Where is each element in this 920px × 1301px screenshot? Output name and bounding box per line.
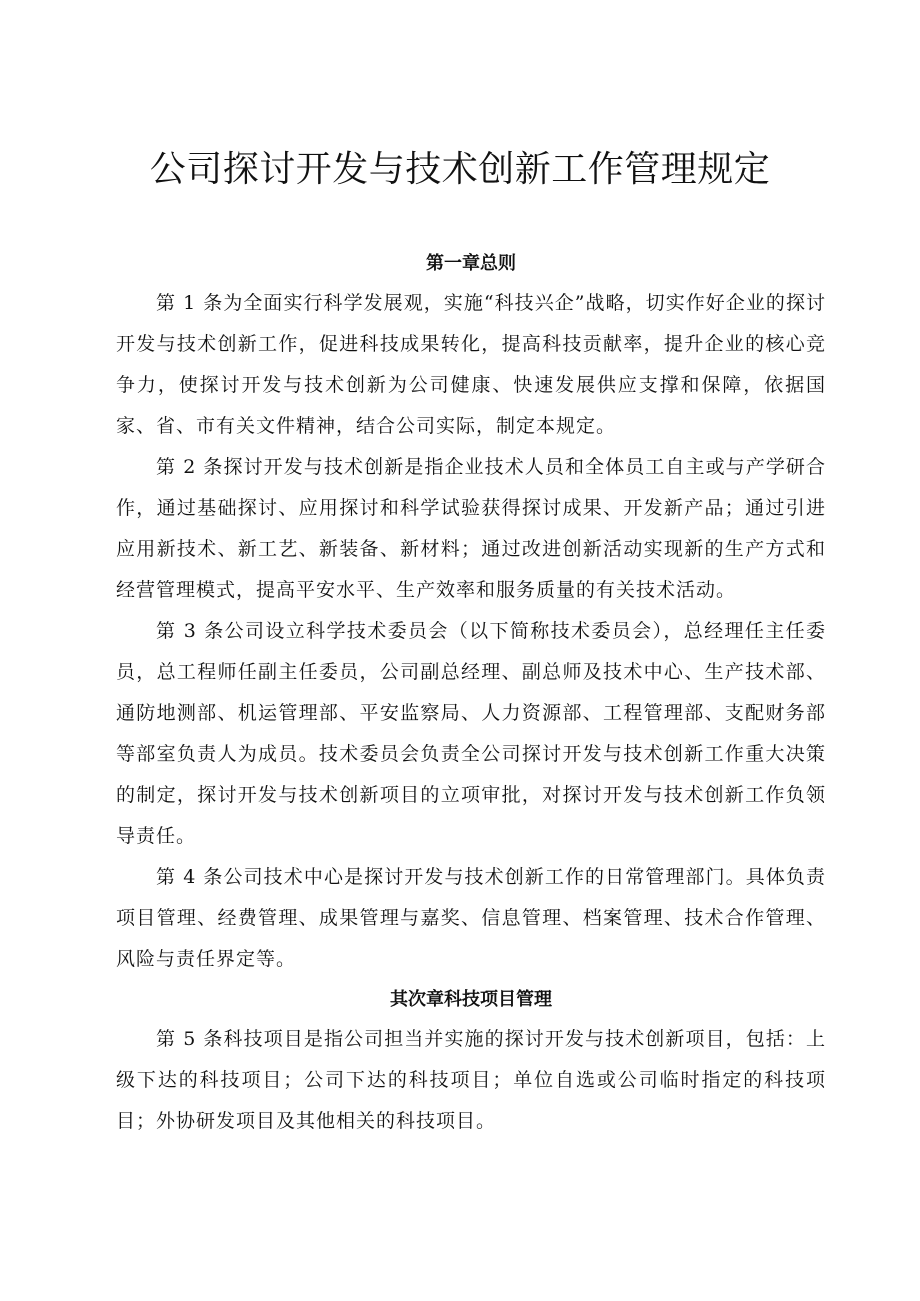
document-body [116,244,826,1142]
document-title: 公司探讨开发与技术创新工作管理规定 [149,149,771,190]
chapter-heading-2: 其次章科技项目管理 [390,989,552,1010]
article-4: 第 4 条公司技术中心是探讨开发与技术创新工作的日常管理部门。具体负责项目管理、经费管理、成果管理与嘉奖、信息管理、档案管理、技术合作管理、风险与责任界定等。 [116,866,826,970]
article-5: 第 5 条科技项目是指公司担当并实施的探讨开发与技术创新项目，包括：上级下达的科技项目；公司下达的科技项目；单位自选或公司临时指定的科技项目；外协研发项目及其他相关的科技项目。 [116,1028,826,1132]
article-1: 第 1 条为全面实行科学发展观，实施“科技兴企”战略，切实作好企业的探讨开发与技术创新工作，促进科技成果转化，提高科技贡献率，提升企业的核心竞争力，使探讨开发与技术创新为公司健康、快速发展供应支撑和保障，依据国家、省、市有关文件精神，结合公司实际，制定本规定。 [116,292,826,437]
article-3: 第 3 条公司设立科学技术委员会（以下简称技术委员会），总经理任主任委员，总工程师任副主任委员，公司副总经理、副总师及技术中心、生产技术部、通防地测部、机运管理部、平安监察局、人力资源部、工程管理部、支配财务部等部室负责人为成员。技术委员会负责全公司探讨开发与技术创新工作重大决策的制定，探讨开发与技术创新项目的立项审批，对探讨开发与技术创新工作负领导责任。 [116,620,826,847]
chapter-heading-1: 第一章总则 [426,253,516,274]
article-2: 第 2 条探讨开发与技术创新是指企业技术人员和全体员工自主或与产学研合作，通过基础探讨、应用探讨和科学试验获得探讨成果、开发新产品；通过引进应用新技术、新工艺、新装备、新材料；通过改进创新活动实现新的生产方式和经营管理模式，提高平安水平、生产效率和服务质量的有关技术活动。 [116,456,826,601]
